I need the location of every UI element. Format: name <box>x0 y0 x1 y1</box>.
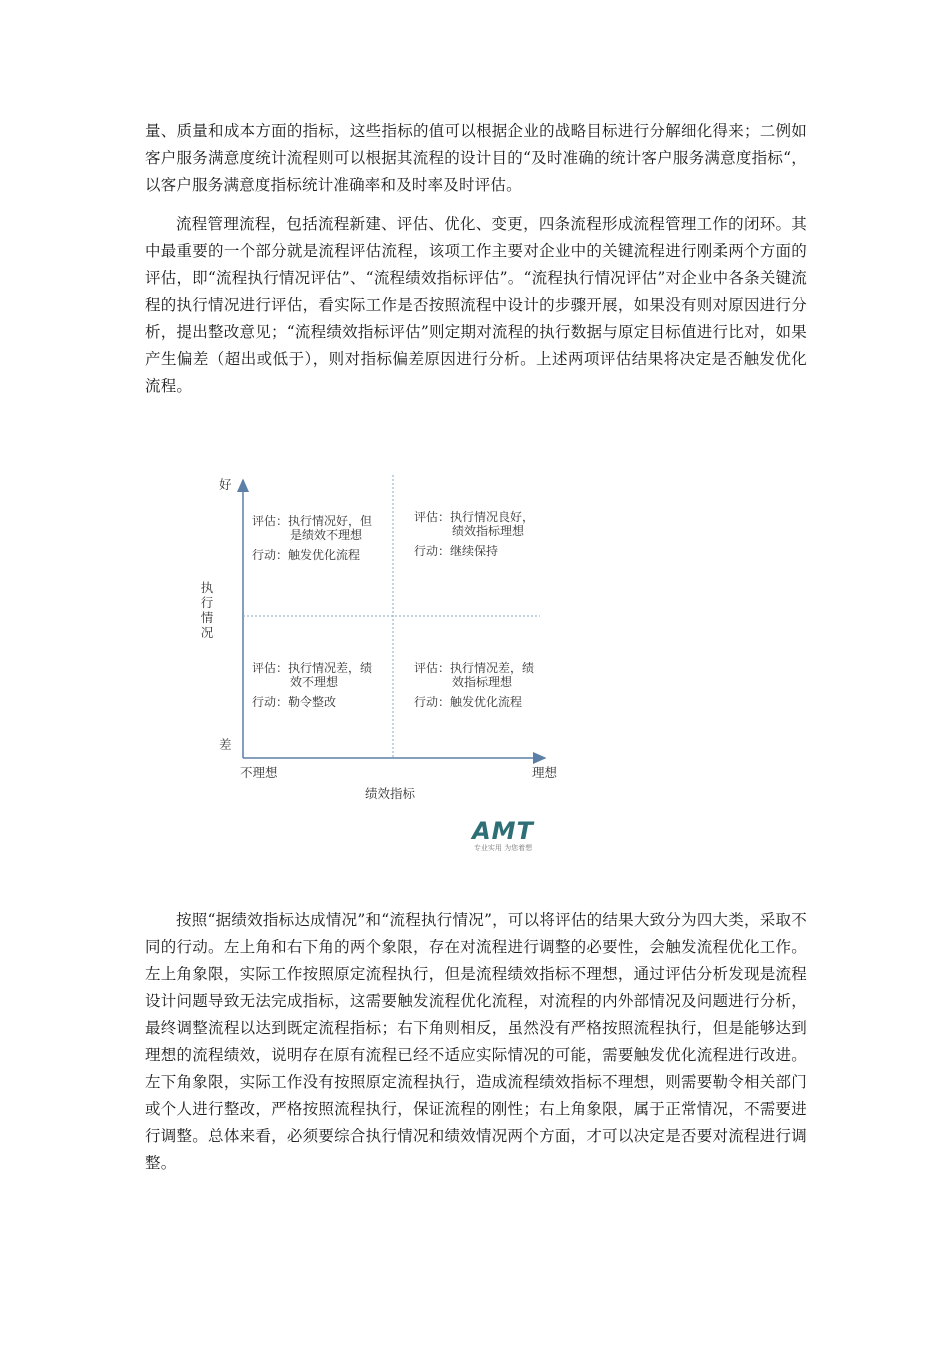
quadrant-action: 行动：触发优化流程 <box>252 548 361 562</box>
quadrant-eval-line: 评估：执行情况差，绩 <box>414 661 535 675</box>
quadrant-eval-line: 评估：执行情况差，绩 <box>252 661 373 675</box>
x-axis-title: 绩效指标 <box>365 786 416 801</box>
paragraph-2: 流程管理流程，包括流程新建、评估、优化、变更，四条流程形成流程管理工作的闭环。其中最重要的一个部分就是流程评估流程，该项工作主要对企业中的关键流程进行刚柔两个方面的评估，即“流程执行情况评估”、“流程绩效指标评估”。“流程执行情况评估”对企业中各条关键流程的执行情况进行评估，看实际工作是否按照流程中设计的步骤开展，如果没有则对原因进行分析，提出整改意见；“流程绩效指标评估”则定期对流程的执行数据与原定目标值进行比对，如果产生偏差（超出或低于），则对指标偏差原因进行分析。上述两项评估结果将决定是否触发优化流程。 <box>145 215 807 395</box>
quadrant-eval-line: 绩效指标理想 <box>452 524 525 538</box>
y-axis-top-label: 好 <box>219 477 232 492</box>
quadrant-bottom-left <box>252 661 372 709</box>
quadrant-eval-line: 效指标理想 <box>452 675 513 689</box>
quadrant-bottom-right <box>414 661 534 709</box>
quadrant-action: 行动：勒令整改 <box>252 695 337 709</box>
quadrant-action: 行动：继续保持 <box>414 544 499 558</box>
quadrant-eval-line: 评估：执行情况好，但 <box>252 514 373 528</box>
quadrant-eval-line: 评估：执行情况良好， <box>414 510 535 524</box>
quadrant-top-right <box>414 510 534 558</box>
quadrant-action: 行动：触发优化流程 <box>414 695 523 709</box>
y-axis-title: 执行情况 <box>200 580 214 640</box>
paragraph-1: 量、质量和成本方面的指标，这些指标的值可以根据企业的战略目标进行分解细化得来；二例如客户服务满意度统计流程则可以根据其流程的设计目的“及时准确的统计客户服务满意度指标“，以客户服务满意度指标统计准确率和及时率及时评估。 <box>145 122 807 194</box>
amt-logo <box>463 818 543 853</box>
quadrant-top-left <box>252 514 372 562</box>
quadrant-eval-line: 是绩效不理想 <box>290 528 363 542</box>
y-axis-bottom-label: 差 <box>219 737 232 752</box>
logo-tagline: 专业实用 为您着想 <box>473 844 533 852</box>
quadrant-eval-line: 效不理想 <box>290 675 339 689</box>
paragraph-3: 按照“据绩效指标达成情况”和“流程执行情况”，可以将评估的结果大致分为四大类，采取不同的行动。左上角和右下角的两个象限，存在对流程进行调整的必要性，会触发流程优化工作。左上角象限，实际工作按照原定流程执行，但是流程绩效指标不理想，通过评估分析发现是流程设计问题导致无法完成指标，这需要触发流程优化流程，对流程的内外部情况及问题进行分析，最终调整流程以达到既定流程指标；右下角则相反，虽然没有严格按照流程执行，但是能够达到理想的流程绩效，说明存在原有流程已经不适应实际情况的可能，需要触发优化流程进行改进。左下角象限，实际工作没有按照原定流程执行，造成流程绩效指标不理想，则需要勒令相关部门或个人进行整改，严格按照流程执行，保证流程的刚性；右上角象限，属于正常情况，不需要进行调整。总体来看，必须要综合执行情况和绩效情况两个方面，才可以决定是否要对流程进行调整。 <box>145 911 807 1172</box>
x-axis-right-label: 理想 <box>532 765 558 780</box>
logo-mark: AMT <box>472 817 534 845</box>
x-axis-left-label: 不理想 <box>240 765 278 780</box>
